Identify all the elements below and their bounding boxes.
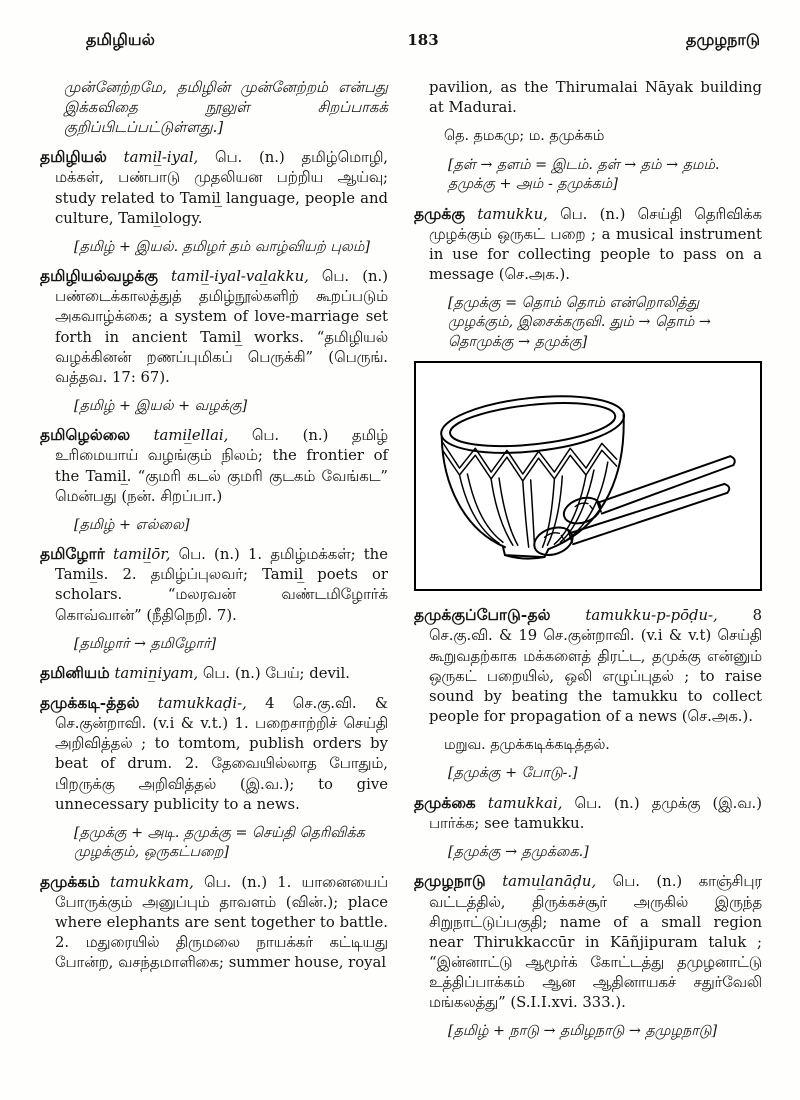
transliteration: tamin̲iyam, [114, 665, 199, 683]
tamukku-figure [414, 361, 762, 591]
etymology-line: [தமிழ் + இயல் + வழக்கு] [74, 397, 248, 414]
headword: தமுக்கை [414, 793, 476, 812]
etymology-line: [தள் → தளம் = இடம். தள் → தம் → தமம். தமுக்கு + அம் - தமுக்கம்] [448, 156, 720, 193]
headword: தமுக்குப்போடு-தல் [414, 606, 551, 625]
entry-body: பெ. (n.) 1. யானையைப் போருக்கும் அனுப்பும் தாவளம் (வின்.); place where elephants are sent together to battle. 2. மதுரையில் திருமலை நாயக்கர் கட்டியது போன்ற, வசந்தமாளிகை; summer house, royal [55, 873, 388, 972]
entry-tamukku [414, 204, 762, 285]
entry-tamukku-p-podu [414, 605, 762, 727]
running-header [40, 30, 762, 51]
etymology-line: [தமிழ் + எல்லை] [74, 516, 190, 533]
entry-body: பெ. (n.) தமுக்கு (இ.வ.) பார்க்க; see tamukku. [429, 794, 762, 832]
entry-body: பெ. (n.) காஞ்சிபுர வட்டத்தில், திருக்கச்சூர் அருகில் இருந்த சிறுநாட்டுப்பகுதி; name of a small region near Thirukkaccūr in Kāñjipuram taluk ; “இன்னாட்டு ஆமூர்க் கோட்டத்து தமுழனாட்டு உத்திப்பாக்கம் ஆன ஆதினாயகச் சதுர்வேலி மங்கலத்து” (S.I.I.xvi. 333.). [429, 873, 762, 1012]
entry-tamil-iyal-valakku [40, 266, 388, 388]
headword: தமிழியல் [40, 148, 107, 167]
entry-body: பெ. (n.) தமிழ் உரிமையாய் வழங்கும் நிலம்; the frontier of the Tamil̲. “குமரி கடல் குமரி குடகம் வேங்கட” மென்பது (நன். சிறப்பா.) [55, 427, 388, 505]
entry-tamukkadi [40, 693, 388, 815]
tamukku-drum-drawing [416, 363, 760, 589]
right-column [414, 78, 762, 1051]
variant-note: மறுவ. தமுக்கடிக்கடித்தல். [444, 736, 610, 753]
etymology-line: [தமுக்கு + போடு-.] [448, 765, 578, 782]
entry-tamilellai [40, 425, 388, 506]
headword: தமினியம் [40, 664, 110, 683]
transliteration: tamil̲ōr, [113, 546, 171, 564]
etymology-line: [தமுக்கு = தொம் தொம் என்றொலித்து முழக்கும், இசைக்கருவி. தும் → தொம் → தொமுக்கு → தமுக்கு] [448, 294, 711, 350]
headword: தமிழெல்லை [40, 426, 131, 445]
headword: தமிழோர் [40, 545, 105, 564]
continuation-paragraph: முன்னேற்றமே, தமிழின் முன்னேற்றம் என்பது இக்கவிதை நூலுள் சிறப்பாகக் குறிப்பிடப்பட்டுள்ளது.] [64, 79, 388, 137]
headword: தமுக்கடி-த்தல் [40, 694, 140, 713]
headword: தமிழியல்வழக்கு [40, 267, 158, 286]
entry-tamukkam [40, 872, 388, 974]
entry-tamil-iyal [40, 147, 388, 228]
headword: தமுழநாடு [414, 872, 486, 891]
transliteration: tamil̲ellai, [153, 427, 229, 445]
running-head-right: தமுழநாடு [686, 30, 761, 49]
continuation-paragraph: pavilion, as the Thirumalai Nāyak building at Madurai. [429, 79, 762, 117]
entry-body: பெ. (n.) பண்டைக்காலத்துத் தமிழ்நூல்களிற் கூறப்படும் அகவாழ்க்கை; a system of love-marriage set forth in ancient Tamil̲ works. “தமிழியல் வழக்கினன் றணப்புமிகப் பெருக்கி” (பெருங். வத்தவ. 17: 67). [55, 268, 388, 386]
transliteration: tamil̲-iyal-val̲akku, [171, 268, 309, 286]
etymology-line: [தமிழ் + நாடு → தமிழநாடு → தமுழநாடு] [448, 1023, 718, 1040]
entry-tamilor [40, 544, 388, 625]
page-number: 183 [407, 31, 439, 49]
etymology-line: [தமிழ் + இயல். தமிழர் தம் வாழ்வியற் புலம்] [74, 238, 370, 255]
entry-body: பெ. (n.) தமிழ்மொழி, மக்கள், பண்பாடு முதலியன பற்றிய ஆய்வு; study related to Tamil̲ language, people and culture, Tamil̲ology. [55, 149, 388, 227]
left-column [40, 78, 388, 1051]
transliteration: tamul̲anāḍu, [502, 873, 597, 891]
running-head-left: தமிழியல் [86, 30, 155, 49]
etymology-line: [தமுக்கு → தமுக்கை.] [448, 844, 589, 861]
transliteration: tamil̲-iyal, [123, 149, 199, 167]
transliteration: tamukkam, [109, 873, 194, 891]
entry-body: 4 செ.கு.வி. & செ.குன்றாவி. (v.i & v.t.) 1. பறைசாற்றிச் செய்தி அறிவித்தல் ; to tomtom, publish orders by beat of drum. 2. தேவையில்லாத போதும், பிறருக்கு அறிவித்தல் (இ.வ.); to give unnecessary publicity to a news. [55, 695, 388, 813]
etymology-line: [தமிழார் → தமிழோர்] [74, 635, 217, 652]
entry-body: பெ. (n.) 1. தமிழ்மக்கள்; the Tamil̲s. 2. தமிழ்ப்புலவர்; Tamil̲ poets or scholars. “மலரவன் வண்டமிழோர்க் கொவ்வான்” (நீதிநெறி. 7). [55, 546, 388, 624]
cognate-note: தெ. தமகமு; ம. தமுக்கம் [444, 128, 605, 145]
headword: தமுக்கு [414, 204, 466, 223]
transliteration: tamukkaḍi-, [157, 695, 247, 713]
entry-body: பெ. (n.) பேய்; devil. [202, 665, 350, 683]
two-column-body [40, 78, 762, 1051]
entry-body: 8 செ.கு.வி. & 19 செ.குன்றாவி. (v.i & v.t) செய்தி கூறுவதற்காக மக்களைத் திரட்ட, தமுக்கு என்னும் ஒருகட் பறையில், ஒலி எழுப்புதல் ; to raise sound by beating the tamukku to collect people for propagation of a news (செ.அக.). [429, 607, 762, 725]
transliteration: tamukkai, [487, 794, 563, 812]
transliteration: tamukku-p-pōḍu-, [585, 607, 718, 625]
entry-taminiyam [40, 663, 388, 684]
entry-tamulanadu [414, 871, 762, 1013]
headword: தமுக்கம் [40, 872, 100, 891]
entry-tamukkai [414, 793, 762, 834]
transliteration: tamukku, [477, 205, 548, 223]
entry-body: பெ. (n.) செய்தி தெரிவிக்க முழக்கும் ஒருகட் பறை ; a musical instrument in use for collecting people to pass on a message (செ.அக.). [429, 205, 762, 283]
etymology-line: [தமுக்கு + அடி. தமுக்கு = செய்தி தெரிவிக்க முழக்கும், ஒருகட்பறை] [74, 824, 365, 861]
